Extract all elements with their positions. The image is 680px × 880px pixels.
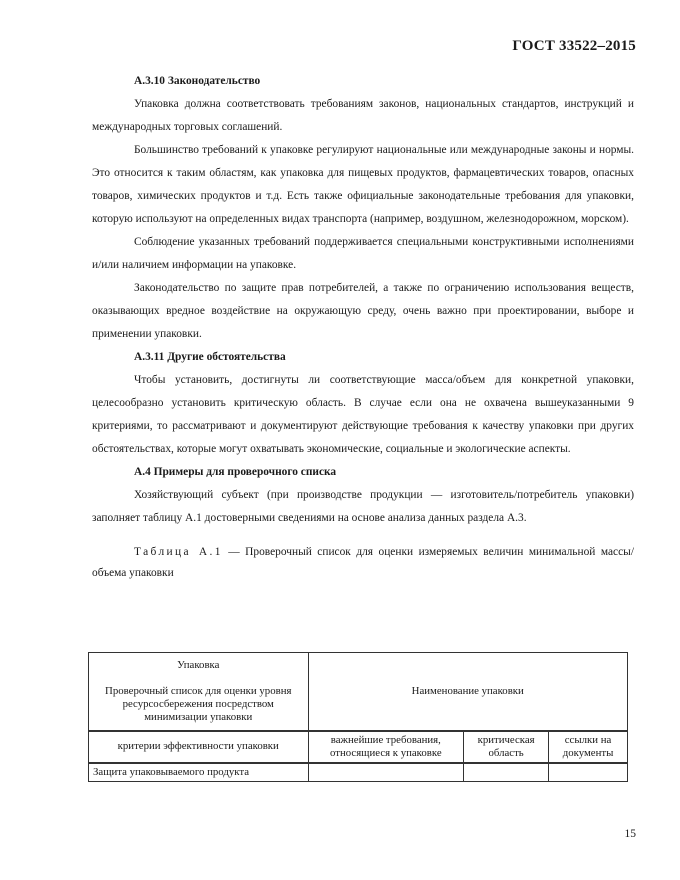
table-header-packaging-title: Упаковка: [177, 658, 220, 671]
table-cell: [464, 763, 549, 782]
table-header-packaging: [89, 653, 309, 731]
table-cell: [308, 763, 464, 782]
table-header-package-name: Наименование упаковки: [308, 653, 628, 731]
table-col-requirements: важнейшие требования, относящиеся к упаковке: [308, 731, 464, 763]
table-col-critical-area: критическая область: [464, 731, 549, 763]
table-col-criteria: критерии эффективности упаковки: [89, 731, 309, 763]
table-caption-label: Таблица А.1: [134, 546, 223, 558]
paragraph: Упаковка должна соответствовать требованиям законов, национальных стандартов, инструкций и международных торговых соглашений.: [92, 98, 634, 133]
section-a310-title: А.3.10 Законодательство: [134, 75, 261, 87]
table-header-packaging-desc: Проверочный список для оценки уровня ресурсосбережения посредством минимизации упаковки: [105, 684, 292, 723]
paragraph: Соблюдение указанных требований поддерживается специальными конструктивными исполнениями и/или наличием информации на упаковке.: [92, 236, 634, 271]
table-caption: [92, 542, 634, 584]
table-row-label: Защита упаковываемого продукта: [89, 763, 309, 782]
table-col-references: ссылки на документы: [549, 731, 628, 763]
section-a311-title: А.3.11 Другие обстоятельства: [134, 351, 286, 363]
section-a4-title: А.4 Примеры для проверочного списка: [134, 466, 337, 478]
table-cell: [549, 763, 628, 782]
document-body: [92, 70, 634, 584]
paragraph: Хозяйствующий субъект (при производстве продукции — изготовитель/потребитель упаковки) заполняет таблицу А.1 достоверными сведениями на основе анализа данных раздела А.3.: [92, 489, 634, 524]
document-header: ГОСТ 33522–2015: [512, 38, 636, 54]
page-number: 15: [624, 828, 636, 840]
paragraph: Законодательство по защите прав потребителей, а также по ограничению использования веществ, оказывающих вредное воздействие на окружающую среду, очень важно при проектировании, выборе и применении упаковки.: [92, 282, 634, 340]
paragraph: Чтобы установить, достигнуты ли соответствующие масса/объем для конкретной упаковки, целесообразно установить критическую область. В случае если она не охвачена вышеуказанными 9 критериями, то рассматривают и документируют действующие требования к качеству упаковки при других обстоятельствах, которые могут охватывать экономические, социальные и экологические аспекты.: [92, 374, 634, 455]
paragraph: Большинство требований к упаковке регулируют национальные или международные законы и нормы. Это относится к таким областям, как упаковка для пищевых продуктов, фармацевтических товаров, опасных товаров, химических продуктов и т.д. Есть также официальные законодательные требования для упаковки, которую используют на определенных видах транспорта (например, воздушном, железнодорожном, морском).: [92, 144, 634, 225]
checklist-table: [88, 652, 628, 782]
table-caption-text: — Проверочный список для оценки измеряемых величин минимальной массы/объема упаковки: [92, 546, 634, 579]
